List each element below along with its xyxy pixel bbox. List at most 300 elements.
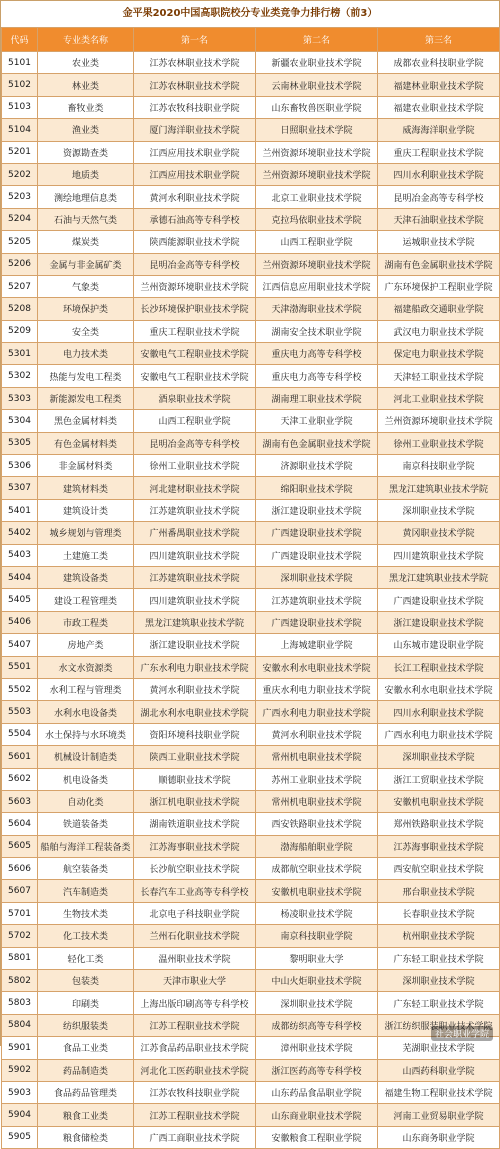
table-row (2, 410, 500, 432)
cell-first: 长沙航空职业技术学院 (134, 858, 256, 880)
cell-category: 建筑材料类 (38, 477, 134, 499)
cell-third: 湖南有色金属职业技术学院 (378, 253, 500, 275)
table-row (2, 499, 500, 521)
cell-code: 5702 (2, 925, 38, 947)
table-row (2, 947, 500, 969)
table-row (2, 858, 500, 880)
table-row (2, 96, 500, 118)
cell-third: 郑州铁路职业技术学院 (378, 813, 500, 835)
cell-second: 新疆农业职业技术学院 (256, 52, 378, 74)
cell-code: 5604 (2, 813, 38, 835)
cell-second: 湖南有色金属职业技术学院 (256, 432, 378, 454)
cell-first: 黄河水利职业技术学院 (134, 678, 256, 700)
table-row (2, 1126, 500, 1148)
table-row (2, 298, 500, 320)
cell-third: 山西药科职业学院 (378, 1059, 500, 1081)
cell-code: 5402 (2, 522, 38, 544)
cell-category: 食品药品管理类 (38, 1081, 134, 1103)
cell-first: 江苏农林职业技术学院 (134, 74, 256, 96)
cell-first: 厦门海洋职业技术学院 (134, 119, 256, 141)
cell-code: 5503 (2, 701, 38, 723)
cell-third: 杭州职业技术学院 (378, 925, 500, 947)
cell-second: 浙江建设职业技术学院 (256, 499, 378, 521)
table-row (2, 1059, 500, 1081)
cell-second: 安徽机电职业技术学院 (256, 880, 378, 902)
cell-category: 热能与发电工程类 (38, 365, 134, 387)
cell-first: 河北化工医药职业技术学院 (134, 1059, 256, 1081)
cell-code: 5606 (2, 858, 38, 880)
table-row (2, 611, 500, 633)
cell-code: 5504 (2, 723, 38, 745)
cell-first: 黄河水利职业技术学院 (134, 186, 256, 208)
header-first: 第一名 (134, 28, 256, 52)
cell-category: 航空装备类 (38, 858, 134, 880)
cell-category: 安全类 (38, 320, 134, 342)
cell-code: 5208 (2, 298, 38, 320)
cell-first: 浙江机电职业技术学院 (134, 790, 256, 812)
table-row (2, 275, 500, 297)
cell-second: 漳州职业技术学院 (256, 1037, 378, 1059)
cell-category: 非金属材料类 (38, 455, 134, 477)
cell-second: 北京工业职业技术学院 (256, 186, 378, 208)
cell-third: 兰州资源环境职业技术学院 (378, 410, 500, 432)
cell-code: 5407 (2, 634, 38, 656)
cell-second: 广西建设职业技术学院 (256, 522, 378, 544)
cell-second: 广西建设职业技术学院 (256, 544, 378, 566)
header-code: 代码 (2, 28, 38, 52)
cell-first: 河北建材职业技术学院 (134, 477, 256, 499)
cell-category: 电力技术类 (38, 343, 134, 365)
cell-first: 徐州工业职业技术学院 (134, 455, 256, 477)
cell-second: 天津工业职业学院 (256, 410, 378, 432)
cell-category: 新能源发电工程类 (38, 387, 134, 409)
table-row (2, 1081, 500, 1103)
cell-first: 兰州石化职业技术学院 (134, 925, 256, 947)
cell-third: 南京科技职业学院 (378, 455, 500, 477)
cell-third: 黑龙江建筑职业技术学院 (378, 477, 500, 499)
cell-code: 5405 (2, 589, 38, 611)
cell-category: 房地产类 (38, 634, 134, 656)
cell-second: 常州机电职业技术学院 (256, 790, 378, 812)
cell-second: 天津渤海职业技术学院 (256, 298, 378, 320)
cell-first: 江苏工程职业技术学院 (134, 1014, 256, 1036)
cell-third: 广东轻工职业技术学院 (378, 992, 500, 1014)
cell-category: 地质类 (38, 163, 134, 185)
ranking-table (1, 27, 500, 1149)
cell-code: 5605 (2, 835, 38, 857)
table-row (2, 746, 500, 768)
cell-category: 土建施工类 (38, 544, 134, 566)
cell-second: 西安铁路职业技术学院 (256, 813, 378, 835)
cell-code: 5207 (2, 275, 38, 297)
table-row (2, 634, 500, 656)
cell-code: 5102 (2, 74, 38, 96)
cell-category: 水土保持与水环境类 (38, 723, 134, 745)
cell-first: 江苏食品药品职业技术学院 (134, 1037, 256, 1059)
table-row (2, 925, 500, 947)
table-row (2, 141, 500, 163)
cell-code: 5501 (2, 656, 38, 678)
cell-code: 5304 (2, 410, 38, 432)
cell-third: 芜湖职业技术学院 (378, 1037, 500, 1059)
cell-category: 黑色金属材料类 (38, 410, 134, 432)
cell-category: 食品工业类 (38, 1037, 134, 1059)
cell-third: 四川水利职业技术学院 (378, 701, 500, 723)
cell-first: 资阳环境科技职业学院 (134, 723, 256, 745)
cell-first: 北京电子科技职业学院 (134, 902, 256, 924)
cell-code: 5201 (2, 141, 38, 163)
table-row (2, 455, 500, 477)
cell-second: 湖南安全技术职业学院 (256, 320, 378, 342)
table-row (2, 1104, 500, 1126)
cell-category: 自动化类 (38, 790, 134, 812)
cell-category: 金属与非金属矿类 (38, 253, 134, 275)
cell-code: 5904 (2, 1104, 38, 1126)
cell-first: 江苏农牧科技职业学院 (134, 1081, 256, 1103)
cell-third: 运城职业技术学院 (378, 231, 500, 253)
cell-third: 西安航空职业技术学院 (378, 858, 500, 880)
cell-first: 温州职业技术学院 (134, 947, 256, 969)
cell-first: 上海出版印刷高等专科学校 (134, 992, 256, 1014)
cell-third: 威海海洋职业学院 (378, 119, 500, 141)
cell-second: 渤海船舶职业学院 (256, 835, 378, 857)
cell-first: 江苏海事职业技术学院 (134, 835, 256, 857)
cell-first: 广州番禺职业技术学院 (134, 522, 256, 544)
cell-first: 江苏农林职业技术学院 (134, 52, 256, 74)
table-row (2, 902, 500, 924)
cell-second: 重庆电力高等专科学校 (256, 343, 378, 365)
cell-category: 粮食储检类 (38, 1126, 134, 1148)
cell-second: 安徽水利水电职业技术学院 (256, 656, 378, 678)
cell-code: 5802 (2, 970, 38, 992)
cell-third: 邢台职业技术学院 (378, 880, 500, 902)
cell-second: 成都纺织高等专科学校 (256, 1014, 378, 1036)
cell-third: 江苏海事职业技术学院 (378, 835, 500, 857)
cell-second: 兰州资源环境职业技术学院 (256, 253, 378, 275)
cell-first: 江西应用技术职业学院 (134, 163, 256, 185)
cell-second: 成都航空职业技术学院 (256, 858, 378, 880)
cell-first: 天津市职业大学 (134, 970, 256, 992)
cell-first: 安徽电气工程职业技术学院 (134, 365, 256, 387)
cell-first: 广东水利电力职业技术学院 (134, 656, 256, 678)
cell-category: 包装类 (38, 970, 134, 992)
cell-third: 山东商务职业学院 (378, 1126, 500, 1148)
cell-third: 福建船政交通职业学院 (378, 298, 500, 320)
cell-second: 广西水利电力职业技术学院 (256, 701, 378, 723)
cell-category: 测绘地理信息类 (38, 186, 134, 208)
cell-first: 顺德职业技术学院 (134, 768, 256, 790)
watermark: 社会职业学院 (431, 1026, 493, 1041)
cell-category: 化工技术类 (38, 925, 134, 947)
cell-second: 中山火炬职业技术学院 (256, 970, 378, 992)
cell-code: 5205 (2, 231, 38, 253)
table-row (2, 790, 500, 812)
table-row (2, 387, 500, 409)
cell-code: 5603 (2, 790, 38, 812)
cell-category: 煤炭类 (38, 231, 134, 253)
cell-second: 江西信息应用职业技术学院 (256, 275, 378, 297)
cell-first: 广西工商职业技术学院 (134, 1126, 256, 1148)
cell-third: 广东环境保护工程职业学院 (378, 275, 500, 297)
cell-code: 5607 (2, 880, 38, 902)
cell-code: 5602 (2, 768, 38, 790)
cell-code: 5103 (2, 96, 38, 118)
cell-category: 建筑设备类 (38, 566, 134, 588)
table-row (2, 723, 500, 745)
cell-category: 畜牧业类 (38, 96, 134, 118)
cell-second: 云南林业职业技术学院 (256, 74, 378, 96)
cell-category: 建筑设计类 (38, 499, 134, 521)
cell-third: 广西建设职业技术学院 (378, 589, 500, 611)
cell-code: 5403 (2, 544, 38, 566)
cell-category: 林业类 (38, 74, 134, 96)
cell-first: 安徽电气工程职业技术学院 (134, 343, 256, 365)
table-row (2, 880, 500, 902)
cell-first: 长沙环境保护职业技术学院 (134, 298, 256, 320)
cell-code: 5104 (2, 119, 38, 141)
cell-code: 5305 (2, 432, 38, 454)
cell-third: 四川水利职业技术学院 (378, 163, 500, 185)
cell-category: 石油与天然气类 (38, 208, 134, 230)
table-row (2, 186, 500, 208)
cell-second: 克拉玛依职业技术学院 (256, 208, 378, 230)
cell-code: 5502 (2, 678, 38, 700)
cell-code: 5206 (2, 253, 38, 275)
table-row (2, 231, 500, 253)
cell-category: 市政工程类 (38, 611, 134, 633)
cell-code: 5406 (2, 611, 38, 633)
table-row (2, 522, 500, 544)
cell-category: 渔业类 (38, 119, 134, 141)
cell-second: 深圳职业技术学院 (256, 566, 378, 588)
page-title: 金平果2020中国高职院校分专业类竞争力排行榜（前3） (1, 1, 499, 27)
cell-category: 机械设计制造类 (38, 746, 134, 768)
cell-second: 南京科技职业学院 (256, 925, 378, 947)
cell-first: 江苏工程职业技术学院 (134, 1104, 256, 1126)
cell-category: 有色金属材料类 (38, 432, 134, 454)
cell-first: 陕西能源职业技术学院 (134, 231, 256, 253)
table-row (2, 343, 500, 365)
cell-category: 药品制造类 (38, 1059, 134, 1081)
cell-second: 兰州资源环境职业技术学院 (256, 141, 378, 163)
cell-second: 浙江医药高等专科学校 (256, 1059, 378, 1081)
cell-category: 汽车制造类 (38, 880, 134, 902)
cell-code: 5306 (2, 455, 38, 477)
cell-code: 5905 (2, 1126, 38, 1148)
cell-third: 广西水利电力职业技术学院 (378, 723, 500, 745)
cell-category: 印刷类 (38, 992, 134, 1014)
cell-first: 昆明冶金高等专科学校 (134, 253, 256, 275)
cell-category: 水文水资源类 (38, 656, 134, 678)
table-row (2, 432, 500, 454)
cell-code: 5303 (2, 387, 38, 409)
cell-category: 资源勘查类 (38, 141, 134, 163)
table-row (2, 52, 500, 74)
cell-second: 深圳职业技术学院 (256, 992, 378, 1014)
cell-third: 保定电力职业技术学院 (378, 343, 500, 365)
cell-first: 兰州资源环境职业技术学院 (134, 275, 256, 297)
table-row (2, 835, 500, 857)
cell-code: 5803 (2, 992, 38, 1014)
cell-code: 5801 (2, 947, 38, 969)
table-row (2, 992, 500, 1014)
cell-third: 浙江工贸职业技术学院 (378, 768, 500, 790)
cell-code: 5901 (2, 1037, 38, 1059)
cell-second: 兰州资源环境职业技术学院 (256, 163, 378, 185)
cell-code: 5701 (2, 902, 38, 924)
cell-code: 5307 (2, 477, 38, 499)
cell-first: 昆明冶金高等专科学校 (134, 432, 256, 454)
cell-second: 重庆水利电力职业技术学院 (256, 678, 378, 700)
cell-first: 黑龙江建筑职业技术学院 (134, 611, 256, 633)
cell-second: 山东商业职业技术学院 (256, 1104, 378, 1126)
cell-category: 纺织服装类 (38, 1014, 134, 1036)
cell-first: 江苏建筑职业技术学院 (134, 499, 256, 521)
cell-third: 河南工业贸易职业学院 (378, 1104, 500, 1126)
cell-second: 上海城建职业学院 (256, 634, 378, 656)
header-third: 第三名 (378, 28, 500, 52)
cell-third: 黄冈职业技术学院 (378, 522, 500, 544)
table-row (2, 656, 500, 678)
cell-first: 江苏建筑职业技术学院 (134, 566, 256, 588)
cell-second: 苏州工业职业技术学院 (256, 768, 378, 790)
cell-code: 5804 (2, 1014, 38, 1036)
cell-first: 承德石油高等专科学校 (134, 208, 256, 230)
cell-third: 昆明冶金高等专科学校 (378, 186, 500, 208)
cell-second: 山西工程职业学院 (256, 231, 378, 253)
cell-third: 武汉电力职业技术学院 (378, 320, 500, 342)
cell-category: 粮食工业类 (38, 1104, 134, 1126)
cell-code: 5601 (2, 746, 38, 768)
table-row (2, 253, 500, 275)
cell-second: 广西建设职业技术学院 (256, 611, 378, 633)
cell-code: 5204 (2, 208, 38, 230)
table-row (2, 544, 500, 566)
cell-code: 5401 (2, 499, 38, 521)
cell-category: 船舶与海洋工程装备类 (38, 835, 134, 857)
table-row (2, 320, 500, 342)
header-category: 专业类名称 (38, 28, 134, 52)
table-row (2, 813, 500, 835)
cell-first: 湖南铁道职业技术学院 (134, 813, 256, 835)
cell-second: 湖南理工职业技术学院 (256, 387, 378, 409)
cell-first: 四川建筑职业技术学院 (134, 589, 256, 611)
cell-third: 山东城市建设职业学院 (378, 634, 500, 656)
cell-third: 四川建筑职业技术学院 (378, 544, 500, 566)
table-row (2, 566, 500, 588)
cell-category: 生物技术类 (38, 902, 134, 924)
cell-code: 5209 (2, 320, 38, 342)
cell-second: 绵阳职业技术学院 (256, 477, 378, 499)
cell-second: 山东畜牧兽医职业学院 (256, 96, 378, 118)
header-row (2, 28, 500, 52)
cell-third: 安徽机电职业技术学院 (378, 790, 500, 812)
cell-category: 水利工程与管理类 (38, 678, 134, 700)
cell-first: 浙江建设职业技术学院 (134, 634, 256, 656)
cell-first: 山西工程职业学院 (134, 410, 256, 432)
cell-first: 长春汽车工业高等专科学校 (134, 880, 256, 902)
cell-first: 湖北水利水电职业技术学院 (134, 701, 256, 723)
header-second: 第二名 (256, 28, 378, 52)
table-row (2, 365, 500, 387)
cell-second: 常州机电职业技术学院 (256, 746, 378, 768)
cell-third: 浙江纺织服装职业技术学院 (378, 1014, 500, 1036)
cell-category: 水利水电设备类 (38, 701, 134, 723)
cell-second: 江苏建筑职业技术学院 (256, 589, 378, 611)
cell-third: 天津轻工职业技术学院 (378, 365, 500, 387)
table-row (2, 970, 500, 992)
table-row (2, 768, 500, 790)
cell-third: 长春职业技术学院 (378, 902, 500, 924)
cell-third: 福建林业职业技术学院 (378, 74, 500, 96)
cell-first: 酒泉职业技术学院 (134, 387, 256, 409)
table-row (2, 477, 500, 499)
cell-third: 长江工程职业技术学院 (378, 656, 500, 678)
table-row (2, 1037, 500, 1059)
cell-second: 安徽粮食工程职业学院 (256, 1126, 378, 1148)
cell-third: 福建农业职业技术学院 (378, 96, 500, 118)
table-row (2, 119, 500, 141)
cell-second: 重庆电力高等专科学校 (256, 365, 378, 387)
cell-second: 山东药品食品职业学院 (256, 1081, 378, 1103)
table-row (2, 701, 500, 723)
cell-first: 江苏农牧科技职业学院 (134, 96, 256, 118)
table-row (2, 74, 500, 96)
cell-category: 城乡规划与管理类 (38, 522, 134, 544)
cell-first: 陕西工业职业技术学院 (134, 746, 256, 768)
cell-category: 环境保护类 (38, 298, 134, 320)
cell-category: 建设工程管理类 (38, 589, 134, 611)
cell-code: 5101 (2, 52, 38, 74)
cell-second: 黄河水利职业技术学院 (256, 723, 378, 745)
cell-code: 5301 (2, 343, 38, 365)
cell-third: 广东轻工职业技术学院 (378, 947, 500, 969)
cell-second: 济源职业技术学院 (256, 455, 378, 477)
cell-second: 杨凌职业技术学院 (256, 902, 378, 924)
cell-first: 四川建筑职业技术学院 (134, 544, 256, 566)
cell-third: 深圳职业技术学院 (378, 746, 500, 768)
cell-category: 轻化工类 (38, 947, 134, 969)
table-body (2, 52, 500, 1149)
table-row (2, 589, 500, 611)
cell-third: 黑龙江建筑职业技术学院 (378, 566, 500, 588)
cell-code: 5203 (2, 186, 38, 208)
table-row (2, 208, 500, 230)
cell-third: 徐州工业职业技术学院 (378, 432, 500, 454)
cell-third: 河北工业职业技术学院 (378, 387, 500, 409)
cell-second: 黎明职业大学 (256, 947, 378, 969)
cell-third: 天津石油职业技术学院 (378, 208, 500, 230)
table-row (2, 163, 500, 185)
cell-third: 福建生物工程职业技术学院 (378, 1081, 500, 1103)
cell-third: 安徽水利水电职业技术学院 (378, 678, 500, 700)
cell-code: 5404 (2, 566, 38, 588)
cell-code: 5302 (2, 365, 38, 387)
cell-third: 深圳职业技术学院 (378, 970, 500, 992)
cell-third: 重庆工程职业技术学院 (378, 141, 500, 163)
cell-category: 铁道装备类 (38, 813, 134, 835)
cell-category: 机电设备类 (38, 768, 134, 790)
cell-third: 成都农业科技职业学院 (378, 52, 500, 74)
cell-code: 5903 (2, 1081, 38, 1103)
cell-first: 重庆工程职业技术学院 (134, 320, 256, 342)
cell-second: 日照职业技术学院 (256, 119, 378, 141)
table-row (2, 1014, 500, 1036)
table-row (2, 678, 500, 700)
cell-code: 5902 (2, 1059, 38, 1081)
cell-first: 江西应用技术职业学院 (134, 141, 256, 163)
cell-third: 浙江建设职业技术学院 (378, 611, 500, 633)
